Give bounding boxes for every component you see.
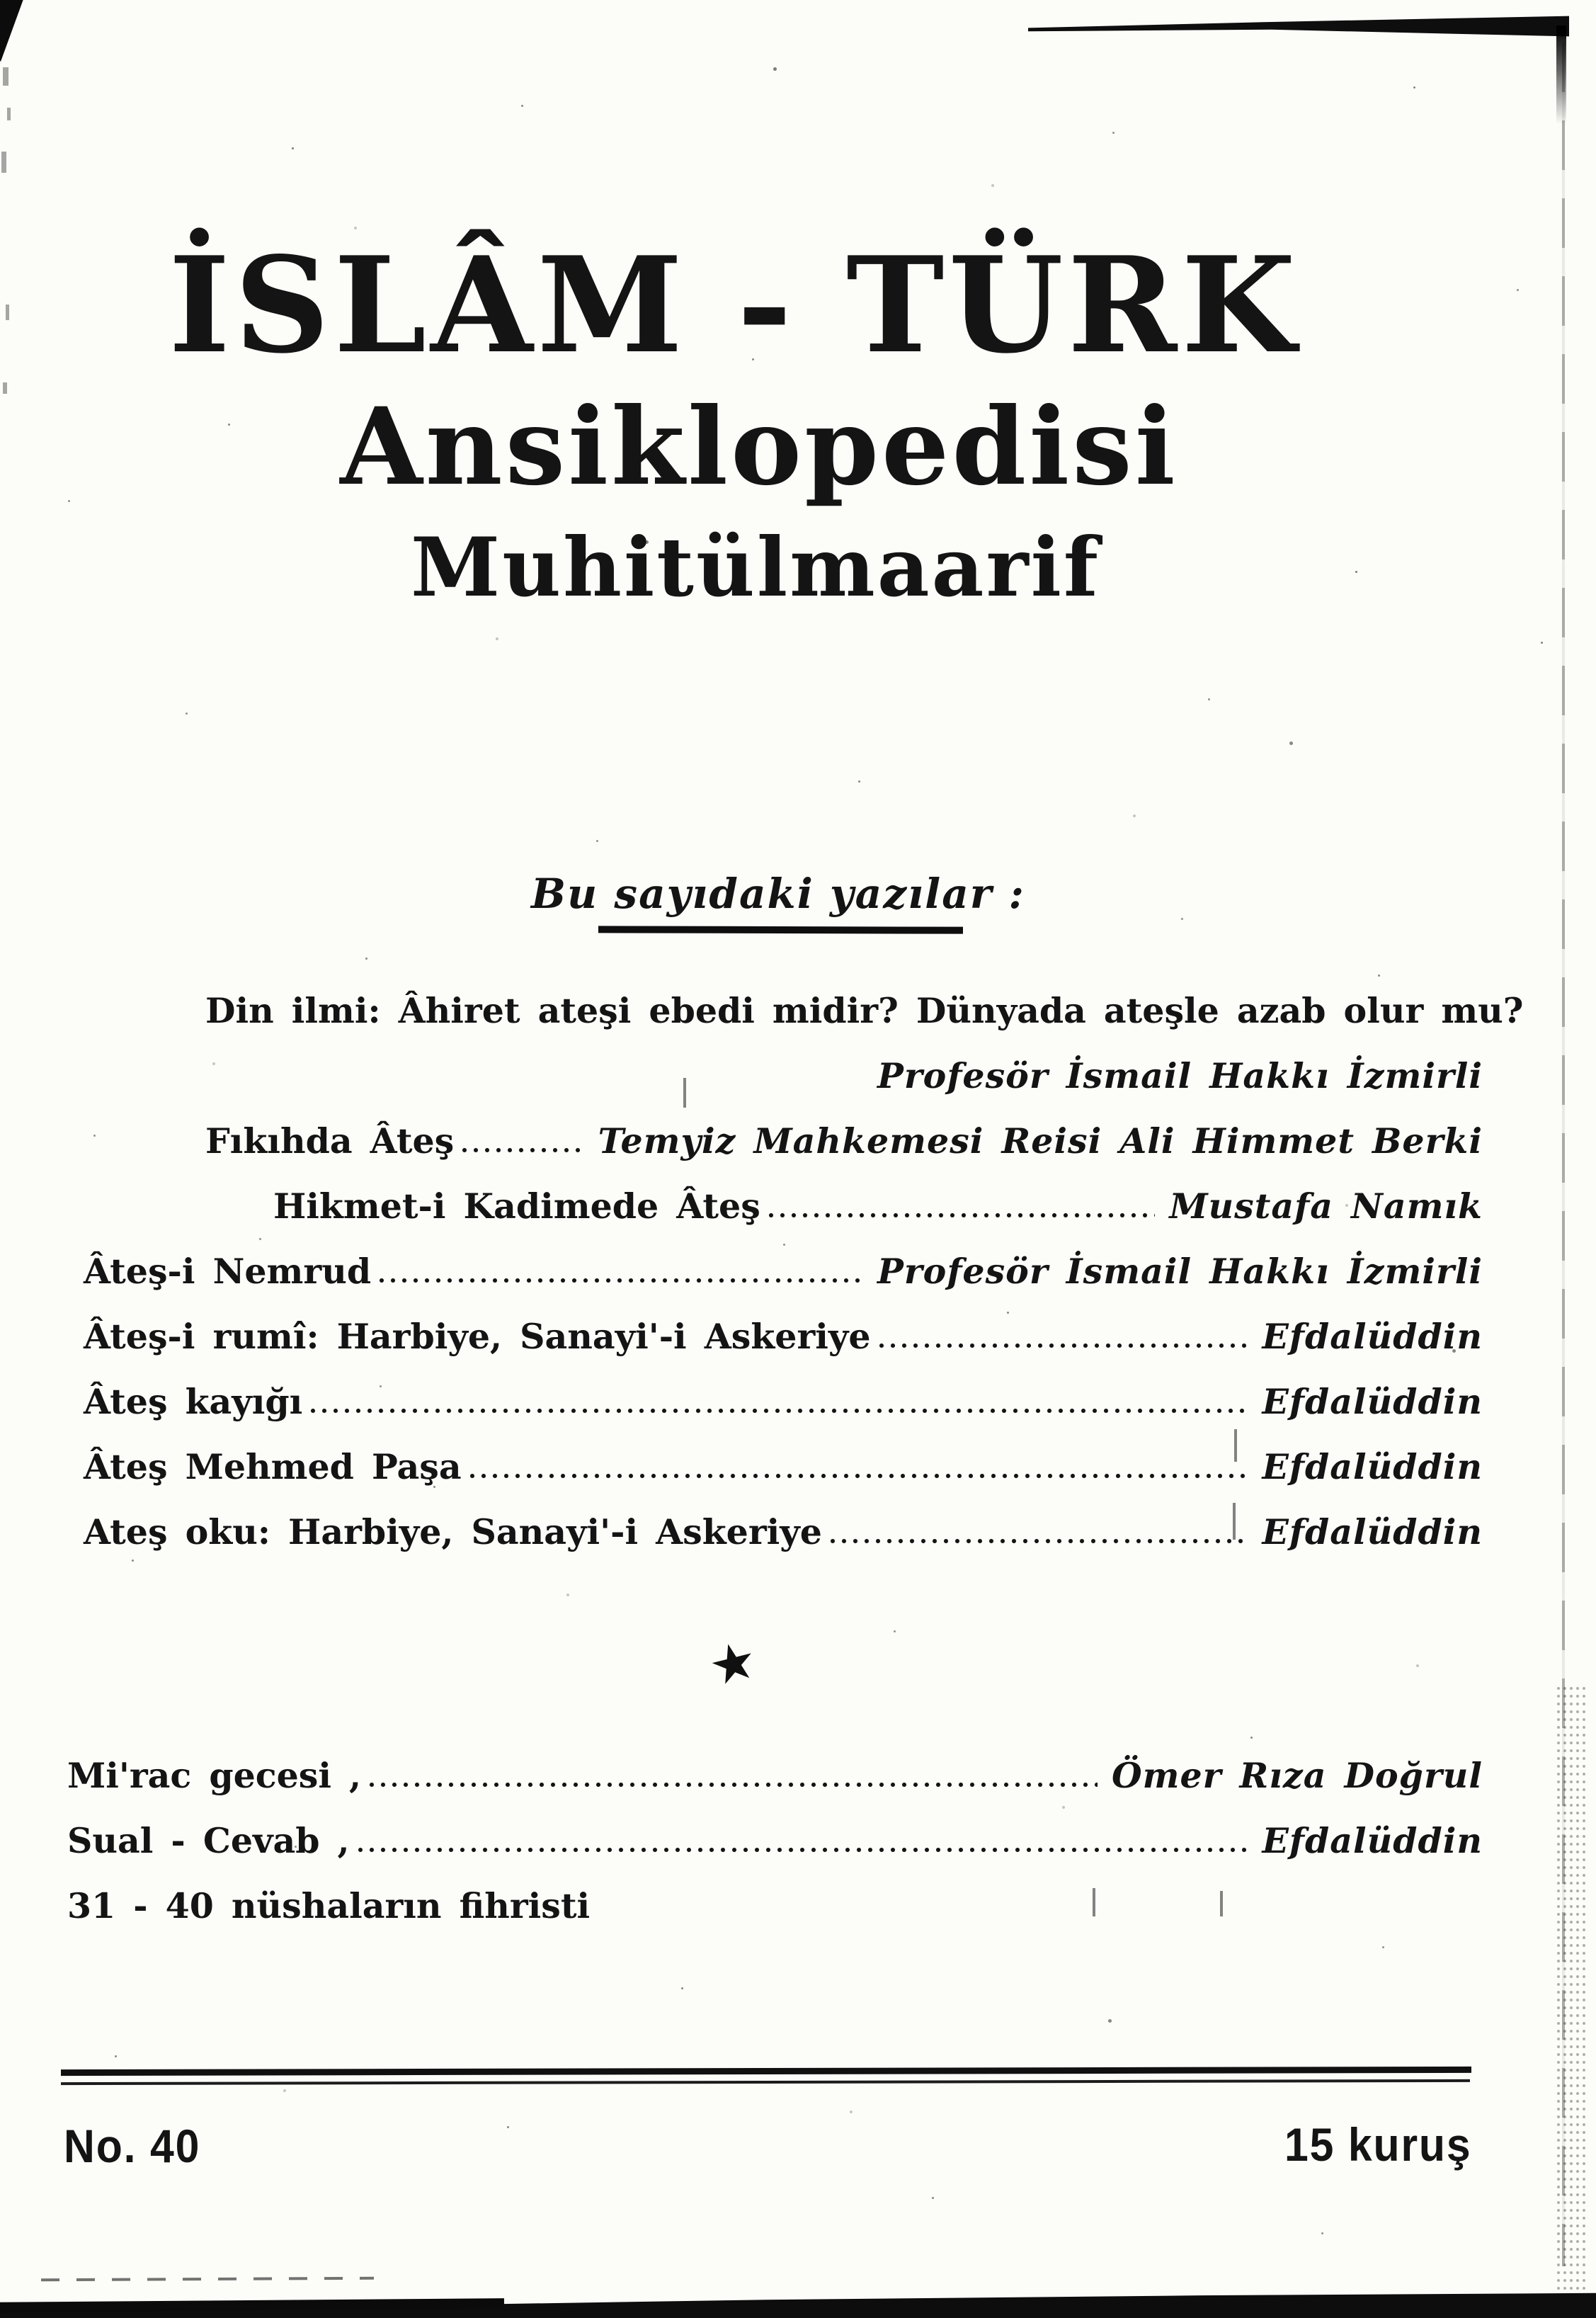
dotted-leader	[878, 1342, 1248, 1349]
toc-row	[84, 1251, 1483, 1292]
toc-row	[84, 1446, 1483, 1487]
scan-edge-mark	[7, 108, 11, 120]
dotted-leader	[461, 1147, 583, 1154]
toc-title: Mi'rac gecesi ,	[67, 1755, 362, 1796]
dotted-leader	[829, 1538, 1248, 1545]
toc-row	[84, 1120, 1483, 1161]
star-icon: ★	[702, 1628, 763, 1699]
toc-author: Ömer Rıza Doğrul	[1111, 1755, 1483, 1796]
table-of-contents	[84, 990, 1524, 1576]
toc-title: 31 - 40 nüshaların fihristi	[67, 1885, 591, 1926]
toc-author: Efdalüddin	[1262, 1381, 1483, 1422]
section-heading-underline	[598, 926, 963, 933]
scan-artifact-mark	[1220, 1891, 1223, 1916]
table-of-contents-secondary	[67, 1755, 1483, 1950]
toc-title: Fıkıhda Âteş	[205, 1120, 455, 1161]
dotted-leader	[768, 1212, 1156, 1219]
toc-row	[84, 1186, 1483, 1227]
dotted-leader	[378, 1277, 863, 1284]
scan-artifact-mark	[1093, 1888, 1095, 1916]
scan-edge-mark	[3, 382, 7, 394]
toc-row	[84, 990, 1524, 1031]
toc-row	[67, 1755, 1483, 1796]
toc-title: Din ilmi: Âhiret ateşi ebedi midir? Dünyada ateşle azab olur mu?	[205, 990, 1524, 1031]
scan-artifact-mark	[1233, 1503, 1236, 1540]
toc-row	[84, 1316, 1483, 1357]
footer-rule-bottom	[61, 2079, 1470, 2085]
toc-title: Âteş-i Nemrud	[84, 1251, 372, 1292]
bottom-dashed-line	[41, 2277, 374, 2281]
section-heading: Bu sayıdaki yazılar :	[531, 870, 1025, 918]
toc-author: Efdalüddin	[1262, 1511, 1483, 1552]
scan-edge-mark	[3, 67, 8, 86]
toc-author: Temyiz Mahkemesi Reisi Ali Himmet Berki	[598, 1120, 1483, 1161]
dotted-leader	[469, 1472, 1248, 1479]
scan-noise-band	[1556, 1686, 1586, 2318]
top-border-line	[1028, 16, 1569, 37]
scan-corner-mark	[0, 0, 25, 64]
toc-title: Âteş-i rumî: Harbiye, Sanayi'-i Askeriye	[84, 1316, 871, 1357]
toc-title: Hikmet-i Kadimede Âteş	[273, 1186, 760, 1227]
price-label: 15 kuruş	[1284, 2118, 1471, 2171]
toc-row	[67, 1820, 1483, 1861]
toc-title: Sual - Cevab ,	[67, 1820, 350, 1861]
toc-title: Âteş Mehmed Paşa	[84, 1446, 462, 1487]
dotted-leader	[309, 1407, 1248, 1414]
toc-row	[84, 1511, 1483, 1552]
issue-number: No. 40	[64, 2120, 201, 2172]
toc-author: Efdalüddin	[1262, 1316, 1483, 1357]
toc-title: Âteş kayığı	[84, 1381, 303, 1422]
toc-title: Ateş oku: Harbiye, Sanayi'-i Askeriye	[84, 1511, 822, 1552]
toc-author: Mustafa Namık	[1169, 1186, 1483, 1227]
toc-author: Profesör İsmail Hakkı İzmirli	[877, 1251, 1483, 1292]
scan-artifact-mark	[1234, 1429, 1237, 1462]
page-title-line3: Muhitülmaarif	[411, 520, 1100, 615]
scan-artifact-mark	[683, 1078, 686, 1108]
toc-author: Efdalüddin	[1262, 1446, 1483, 1487]
dotted-leader	[368, 1781, 1098, 1788]
page-title-line2: Ansiklopedisi	[340, 385, 1178, 509]
scan-noise	[0, 0, 3, 3]
toc-row	[84, 1055, 1483, 1096]
toc-author: Profesör İsmail Hakkı İzmirli	[877, 1055, 1483, 1096]
page-title: İSLÂM - TÜRK	[169, 227, 1300, 382]
footer-rule-top	[61, 2067, 1471, 2076]
toc-author: Efdalüddin	[1262, 1820, 1483, 1861]
scan-edge-mark	[1, 152, 6, 173]
toc-row	[67, 1885, 1483, 1926]
toc-row	[84, 1381, 1483, 1422]
dotted-leader	[357, 1846, 1248, 1853]
